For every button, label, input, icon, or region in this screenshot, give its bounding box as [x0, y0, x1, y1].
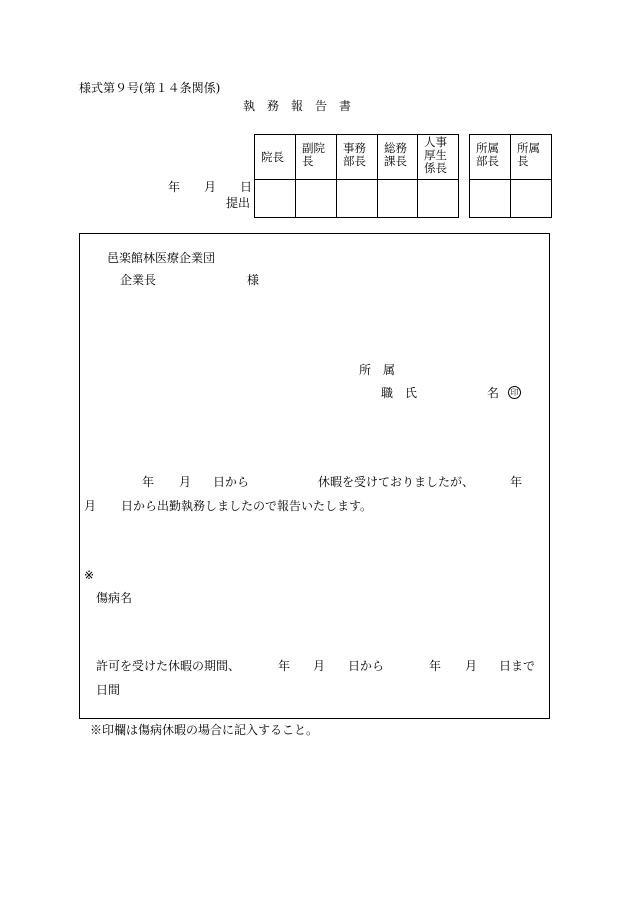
approval-header-vice-director: 副院 長 [296, 135, 337, 180]
leave-start-year[interactable]: 年 [142, 475, 155, 489]
approval-stamp-cell[interactable] [378, 180, 418, 218]
approval-header-department-manager: 所属 部長 [470, 135, 511, 180]
total-days-label[interactable]: 日間 [96, 683, 121, 697]
honorific: 様 [247, 273, 260, 287]
permitted-period-label: 許可を受けた休暇の期間、 [96, 659, 241, 673]
period-start-day[interactable]: 日から [348, 659, 385, 673]
period-end-month[interactable]: 月 [465, 659, 478, 673]
organization-name: 邑楽館林医療企業団 [107, 251, 216, 265]
approval-stamp-table [254, 134, 459, 218]
leave-received-text: 休暇を受けておりましたが、 [318, 475, 475, 489]
leave-start-month[interactable]: 月 [179, 475, 192, 489]
department-stamp-table [469, 134, 552, 218]
approval-header-personnel-chief: 人事 厚生 係長 [418, 135, 459, 180]
note-mark: ※ [84, 568, 95, 582]
approval-stamp-cell[interactable] [470, 180, 511, 218]
page-title: 執 務 報 告 書 [243, 99, 352, 113]
approval-header-admin-manager: 事務 部長 [337, 135, 378, 180]
approval-header-director: 院長 [255, 135, 296, 180]
approval-stamp-cell[interactable] [296, 180, 337, 218]
seal-icon: 印 [508, 386, 521, 399]
period-end-year[interactable]: 年 [429, 659, 442, 673]
form-number: 様式第９号(第１４条関係) [79, 81, 221, 95]
illness-name-label[interactable]: 傷病名 [96, 591, 133, 605]
period-start-year[interactable]: 年 [278, 659, 291, 673]
approval-stamp-cell[interactable] [255, 180, 296, 218]
approval-header-general-affairs-chief: 総務 課長 [378, 135, 418, 180]
affiliation-label: 所 属 [359, 363, 396, 377]
approval-stamp-cell[interactable] [511, 180, 552, 218]
return-month[interactable]: 月 [84, 499, 97, 513]
leave-start-day[interactable]: 日から [213, 475, 250, 489]
name-label: 名 [487, 386, 500, 400]
approval-header-department-head: 所属 長 [511, 135, 552, 180]
footnote: ※印欄は傷病休暇の場合に記入すること。 [90, 723, 319, 737]
return-year[interactable]: 年 [510, 475, 523, 489]
approval-stamp-cell[interactable] [337, 180, 378, 218]
return-report-text: 日から出勤執務しましたので報告いたします。 [121, 499, 373, 513]
position-name-label: 職 氏 [381, 386, 418, 400]
submitted-label: 提出 [226, 196, 251, 210]
period-end-day[interactable]: 日まで [499, 659, 536, 673]
period-start-month[interactable]: 月 [313, 659, 326, 673]
addressee-title: 企業長 [120, 273, 157, 287]
submission-date[interactable]: 年 月 日 [168, 180, 253, 194]
approval-stamp-cell[interactable] [418, 180, 459, 218]
